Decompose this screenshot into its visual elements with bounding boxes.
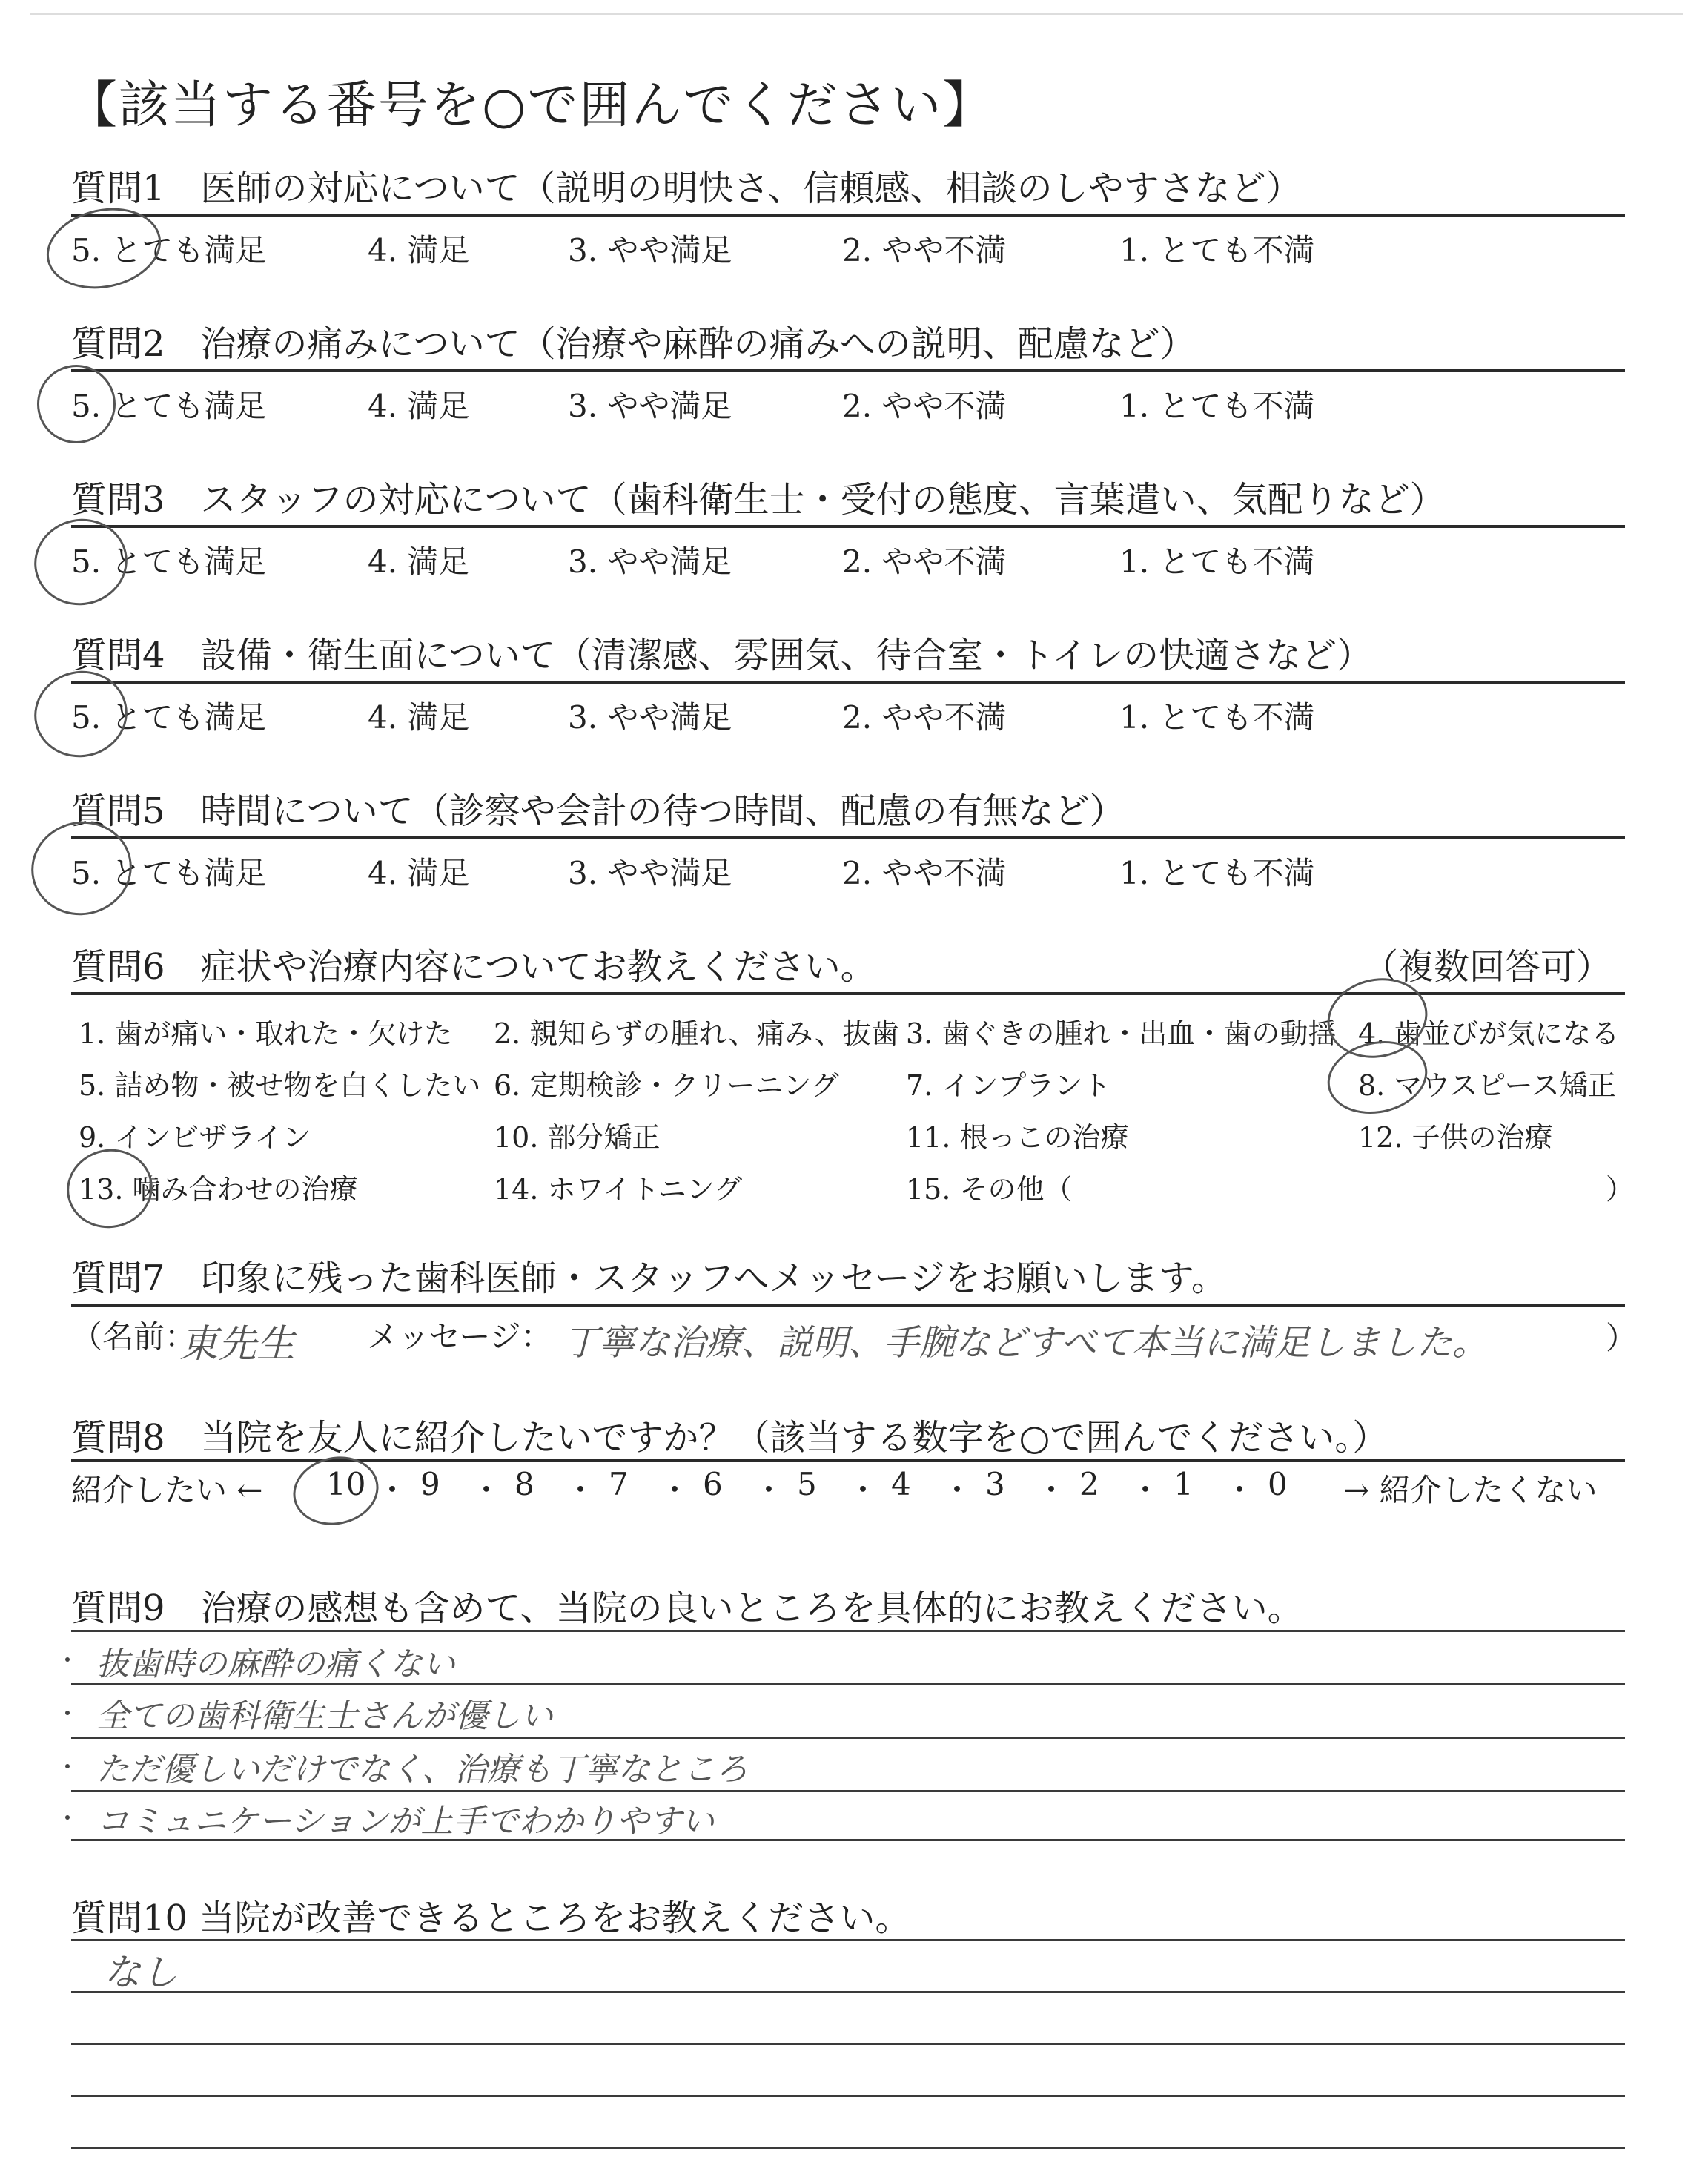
q8-rule xyxy=(71,1459,1625,1462)
q4-option-2[interactable]: 2. やや不満 xyxy=(842,699,1007,736)
q6-option-6[interactable]: 6. 定期検診・クリーニング xyxy=(494,1069,839,1102)
q4-option-5[interactable]: 5. とても満足 xyxy=(71,699,267,736)
q7-name-label: （名前： xyxy=(71,1318,196,1355)
q8-scale-separator: ・ xyxy=(753,1472,785,1508)
q6-option-2[interactable]: 2. 親知らずの腫れ、痛み、抜歯 xyxy=(494,1017,899,1050)
q6-title: 質問6 症状や治療内容についてお教えください。 xyxy=(71,946,876,988)
q9-answer-4[interactable]: コミュニケーションが上手でわかりやすい xyxy=(96,1803,715,1840)
q6-option-10[interactable]: 10. 部分矯正 xyxy=(494,1121,661,1154)
q7-name-value[interactable]: 東先生 xyxy=(179,1322,296,1367)
q4-option-3[interactable]: 3. やや満足 xyxy=(568,699,732,736)
q1-options xyxy=(71,226,1331,271)
q8-scale-option[interactable]: 0 xyxy=(1268,1466,1288,1502)
q8-scale-separator: ・ xyxy=(377,1472,408,1508)
q10-line-0 xyxy=(71,1939,1625,1941)
q1-option-4[interactable]: 4. 満足 xyxy=(368,232,470,268)
q10-line-3 xyxy=(71,2095,1625,2097)
q10-line-1 xyxy=(71,1991,1625,1993)
q3-option-3[interactable]: 3. やや満足 xyxy=(568,544,732,580)
q10-line-2 xyxy=(71,2043,1625,2045)
q4-title: 質問4 設備・衛生面について（清潔感、雰囲気、待合室・トイレの快適さなど） xyxy=(71,635,1373,676)
q5-option-1[interactable]: 1. とても不満 xyxy=(1119,855,1315,891)
q6-option-15[interactable]: 15. その他（ xyxy=(906,1173,1073,1206)
q3-option-2[interactable]: 2. やや不満 xyxy=(842,544,1007,580)
q1-title: 質問1 医師の対応について（説明の明快さ、信頼感、相談のしやすさなど） xyxy=(71,168,1302,209)
q8-title: 質問8 当院を友人に紹介したいですか？（該当する数字を○で囲んでください。） xyxy=(71,1417,1388,1459)
q9-answer-1[interactable]: 抜歯時の麻酔の痛くない xyxy=(96,1645,455,1683)
q4-option-1[interactable]: 1. とても不満 xyxy=(1119,699,1315,736)
q9-answer-2[interactable]: 全ての歯科衛生士さんが優しい xyxy=(96,1697,553,1735)
q8-scale-option[interactable]: 8 xyxy=(514,1466,534,1502)
q9-bullet xyxy=(65,1815,70,1820)
q3-title: 質問3 スタッフの対応について（歯科衛生士・受付の態度、言葉遣い、気配りなど） xyxy=(71,479,1446,521)
q2-options xyxy=(71,382,1331,426)
q8-scale-option[interactable]: 3 xyxy=(985,1466,1005,1502)
q8-scale-option[interactable]: 10 xyxy=(326,1466,366,1502)
q6-note: （複数回答可） xyxy=(1363,946,1612,988)
q9-bullet xyxy=(65,1657,70,1662)
q6-option-12[interactable]: 12. 子供の治療 xyxy=(1358,1121,1553,1154)
q2-option-1[interactable]: 1. とても不満 xyxy=(1119,388,1315,424)
q3-options xyxy=(71,538,1331,582)
q9-line-2 xyxy=(71,1737,1625,1739)
q8-scale-option[interactable]: 2 xyxy=(1079,1466,1099,1502)
q3-option-4[interactable]: 4. 満足 xyxy=(368,544,470,580)
q8-scale-separator: ・ xyxy=(847,1472,879,1508)
q6-option-13[interactable]: 13. 噛み合わせの治療 xyxy=(79,1173,358,1206)
q6-option-4[interactable]: 4. 歯並びが気になる xyxy=(1358,1017,1620,1050)
q4-option-4[interactable]: 4. 満足 xyxy=(368,699,470,736)
q4-rule xyxy=(71,681,1625,684)
q7-message-label: メッセージ： xyxy=(367,1318,552,1355)
q8-scale-option[interactable]: 5 xyxy=(797,1466,817,1502)
q5-title: 質問5 時間について（診察や会計の待つ時間、配慮の有無など） xyxy=(71,790,1125,832)
q8-scale-separator: ・ xyxy=(565,1472,597,1508)
q6-option-7[interactable]: 7. インプラント xyxy=(906,1069,1111,1102)
q8-left-label: 紹介したい ← xyxy=(71,1472,263,1508)
q2-option-2[interactable]: 2. やや不満 xyxy=(842,388,1007,424)
q8-scale-separator: ・ xyxy=(941,1472,973,1508)
q3-option-1[interactable]: 1. とても不満 xyxy=(1119,544,1315,580)
q8-scale-option[interactable]: 7 xyxy=(609,1466,629,1502)
q9-title: 質問9 治療の感想も含めて、当院の良いところを具体的にお教えください。 xyxy=(71,1588,1303,1629)
q8-scale-separator: ・ xyxy=(1130,1472,1162,1508)
q1-option-3[interactable]: 3. やや満足 xyxy=(568,232,732,268)
q9-line-0 xyxy=(71,1630,1625,1632)
q4-options xyxy=(71,693,1331,738)
q2-title: 質問2 治療の痛みについて（治療や麻酔の痛みへの説明、配慮など） xyxy=(71,323,1196,365)
q6-option-9[interactable]: 9. インビザライン xyxy=(79,1121,311,1154)
q5-option-4[interactable]: 4. 満足 xyxy=(368,855,470,891)
q5-option-5[interactable]: 5. とても満足 xyxy=(71,855,267,891)
q7-rule xyxy=(71,1304,1625,1307)
q6-option-11[interactable]: 11. 根っこの治療 xyxy=(906,1121,1129,1154)
top-divider xyxy=(30,13,1683,15)
q3-rule xyxy=(71,525,1625,528)
q8-scale-separator: ・ xyxy=(471,1472,503,1508)
q6-option-14[interactable]: 14. ホワイトニング xyxy=(494,1173,743,1206)
q6-option-8[interactable]: 8. マウスピース矯正 xyxy=(1358,1069,1616,1102)
q3-option-5[interactable]: 5. とても満足 xyxy=(71,544,267,580)
q9-line-3 xyxy=(71,1790,1625,1792)
q6-other-close-paren: ） xyxy=(1606,1173,1635,1206)
q10-line-4 xyxy=(71,2147,1625,2149)
form-heading: 【該当する番号を○で囲んでください】 xyxy=(67,76,995,135)
q2-rule xyxy=(71,369,1625,372)
q1-option-1[interactable]: 1. とても不満 xyxy=(1119,232,1315,268)
q5-option-3[interactable]: 3. やや満足 xyxy=(568,855,732,891)
q7-title: 質問7 印象に残った歯科医師・スタッフへメッセージをお願いします。 xyxy=(71,1258,1227,1299)
q8-scale-option[interactable]: 4 xyxy=(891,1466,911,1502)
q5-options xyxy=(71,849,1331,894)
q8-scale-separator: ・ xyxy=(1224,1472,1256,1508)
q7-message-value[interactable]: 丁寧な治療、説明、手腕などすべて本当に満足しました。 xyxy=(563,1322,1489,1364)
q6-option-5[interactable]: 5. 詰め物・被せ物を白くしたい xyxy=(79,1069,481,1102)
q5-rule xyxy=(71,836,1625,839)
q9-bullet xyxy=(65,1764,70,1768)
q8-scale-separator: ・ xyxy=(659,1472,691,1508)
q6-option-3[interactable]: 3. 歯ぐきの腫れ・出血・歯の動揺 xyxy=(906,1017,1337,1050)
q8-right-label: → 紹介したくない xyxy=(1343,1472,1598,1508)
q2-option-5[interactable]: 5. とても満足 xyxy=(71,388,267,424)
q1-option-2[interactable]: 2. やや不満 xyxy=(842,232,1007,268)
q8-scale-option[interactable]: 6 xyxy=(703,1466,723,1502)
q9-bullet xyxy=(65,1711,70,1715)
q8-scale-option[interactable]: 1 xyxy=(1174,1466,1194,1502)
q2-option-3[interactable]: 3. やや満足 xyxy=(568,388,732,424)
q1-option-5[interactable]: 5. とても満足 xyxy=(71,232,267,268)
q6-selection-circle-13 xyxy=(59,1141,160,1236)
q2-option-4[interactable]: 4. 満足 xyxy=(368,388,470,424)
q10-answer[interactable]: なし xyxy=(104,1951,178,1994)
q1-rule xyxy=(71,214,1625,217)
q8-scale-option[interactable]: 9 xyxy=(420,1466,440,1502)
q8-scale-separator: ・ xyxy=(1036,1472,1068,1508)
q4-selection-circle xyxy=(26,662,135,766)
q5-option-2[interactable]: 2. やや不満 xyxy=(842,855,1007,891)
q6-option-1[interactable]: 1. 歯が痛い・取れた・欠けた xyxy=(79,1017,453,1050)
q10-title: 質問10 当院が改善できるところをお教えください。 xyxy=(71,1898,911,1939)
q7-close-paren: ） xyxy=(1606,1320,1638,1356)
q9-answer-3[interactable]: ただ優しいだけでなく、治療も丁寧なところ xyxy=(96,1751,749,1789)
